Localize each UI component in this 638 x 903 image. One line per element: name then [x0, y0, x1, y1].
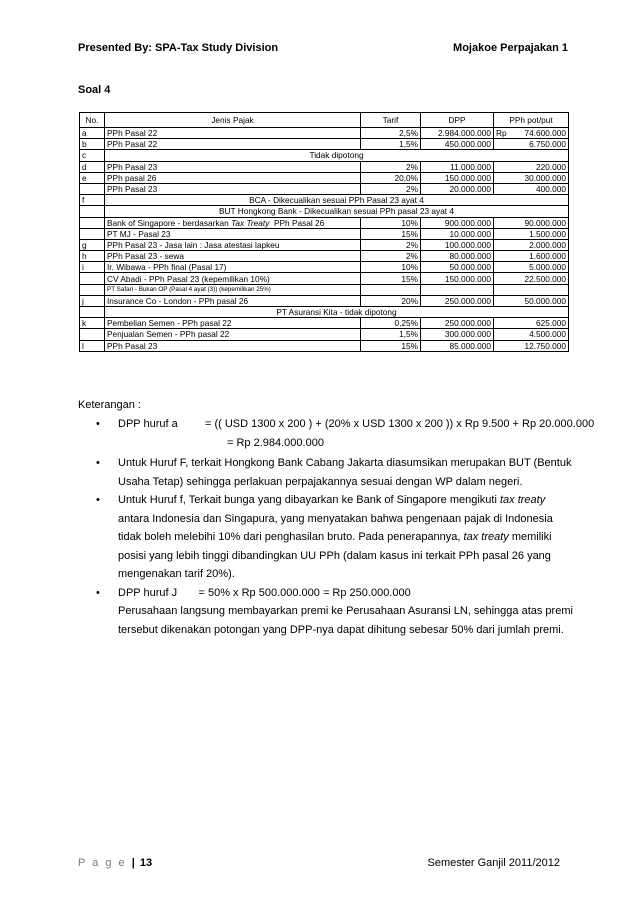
table-header-row	[80, 113, 569, 128]
row-pph: 220.000	[494, 161, 569, 172]
dpp-a-label: DPP huruf a	[118, 418, 178, 430]
row-jenis-pre: Bank of Singapore - berdasarkan	[107, 217, 232, 228]
note-f2	[96, 491, 576, 584]
row-pph: 4.500.000	[494, 329, 569, 340]
notes-list	[96, 415, 595, 639]
row-pph: 625.000	[494, 318, 569, 329]
row-no: c	[80, 150, 105, 161]
row-jenis-post: PPh Pasal 26	[269, 217, 325, 228]
row-tarif: 2,5%	[361, 128, 421, 139]
row-pph: 2.000.000	[494, 239, 569, 250]
table-row	[80, 217, 569, 228]
row-pph: 6.750.000	[494, 139, 569, 150]
row-dpp: 85.000.000	[421, 340, 494, 351]
table-row	[80, 295, 569, 306]
row-no: a	[80, 128, 105, 139]
column-header: Tarif	[361, 113, 421, 128]
row-no	[80, 273, 105, 284]
row-pph	[494, 284, 569, 295]
row-tarif: 0,25%	[361, 318, 421, 329]
table-row	[80, 340, 569, 351]
table-row	[80, 195, 569, 206]
note-f2-text-c: antara Indonesia dan Singapura, yang menyatakan bahwa pengenaan pajak di Indonesia tidak boleh melebihi 10% dari penghasilan bruto. Pada penerapannya,	[118, 512, 553, 543]
page-num: 13	[139, 857, 153, 869]
row-tarif: 15%	[361, 273, 421, 284]
column-header: No.	[80, 113, 105, 128]
bullet-icon: •	[96, 457, 100, 469]
row-pph: 12.750.000	[494, 340, 569, 351]
row-jenis: PPh Pasal 23 - sewa	[105, 251, 361, 262]
tax-table	[79, 112, 569, 352]
table-row	[80, 128, 569, 139]
row-no: i	[80, 262, 105, 273]
row-tarif: 10%	[361, 262, 421, 273]
row-jenis: PPh Pasal 22	[105, 128, 361, 139]
row-pph: 5.000.000	[494, 262, 569, 273]
table-row	[80, 318, 569, 329]
note-f2-text-a: Untuk Huruf f, Terkait bunga yang dibayarkan ke Bank of Singapore mengikuti	[118, 494, 500, 506]
table-row	[80, 172, 569, 183]
row-pph-value: 74.600.000	[524, 128, 566, 139]
bullet-icon: •	[96, 418, 100, 430]
table-row	[80, 228, 569, 239]
row-no	[80, 183, 105, 194]
note-dpp-a	[96, 415, 595, 452]
row-pph: 22.500.000	[494, 273, 569, 284]
dpp-a-result: = Rp 2.984.000.000	[227, 436, 324, 449]
row-dpp: 450.000.000	[421, 139, 494, 150]
row-no	[80, 206, 105, 217]
row-no: h	[80, 251, 105, 262]
row-dpp: 11.000.000	[421, 161, 494, 172]
row-jenis: PPh Pasal 23 - Jasa lain : Jasa atestasi lapkeu	[105, 239, 361, 250]
row-dpp: 150.000.000	[421, 273, 494, 284]
row-jenis: Penjualan Semen - PPh pasal 22	[105, 329, 361, 340]
row-tarif	[361, 284, 421, 295]
table-row	[80, 273, 569, 284]
header-left: Presented By: SPA-Tax Study Division	[78, 42, 279, 54]
row-dpp: 100.000.000	[421, 239, 494, 250]
row-dpp: 50.000.000	[421, 262, 494, 273]
column-header: DPP	[421, 113, 494, 128]
row-tarif: 2%	[361, 161, 421, 172]
row-dpp: 80.000.000	[421, 251, 494, 262]
row-jenis	[105, 217, 361, 228]
row-tarif: 2%	[361, 251, 421, 262]
row-dpp: 20.000.000	[421, 183, 494, 194]
row-jenis: PPh pasal 26	[105, 172, 361, 183]
row-jenis: PT MJ - Pasal 23	[105, 228, 361, 239]
row-dpp: 10.000.000	[421, 228, 494, 239]
row-no: b	[80, 139, 105, 150]
row-pph: 1.600.000	[494, 251, 569, 262]
row-no: f	[80, 195, 105, 206]
row-pph: 90.000.000	[494, 217, 569, 228]
note-f2-text-e: memiliki posisi yang lebih tinggi dibandingkan UU PPh (dalam kasus ini terkait PPh pasal 26 yang mengenakan tarif 20%).	[118, 531, 552, 580]
row-span-note: Tidak dipotong	[105, 150, 569, 161]
row-tarif: 2%	[361, 239, 421, 250]
row-tarif: 20%	[361, 295, 421, 306]
row-no	[80, 228, 105, 239]
row-tarif: 2%	[361, 183, 421, 194]
note-f2-text-d: tax treaty	[463, 531, 509, 543]
row-dpp: 300.000.000	[421, 329, 494, 340]
row-span-note: PT Asuransi Kita - tidak dipotong	[105, 307, 569, 318]
row-tarif: 15%	[361, 228, 421, 239]
table-row	[80, 239, 569, 250]
row-tarif: 1,5%	[361, 139, 421, 150]
row-dpp: 250.000.000	[421, 295, 494, 306]
table-row	[80, 251, 569, 262]
page-label: P a g e	[78, 857, 127, 869]
row-no	[80, 307, 105, 318]
dpp-a-formula: = (( USD 1300 x 200 ) + (20% x USD 1300 x 200 )) x Rp 9.500 + Rp 20.000.000	[205, 418, 595, 430]
row-no: d	[80, 161, 105, 172]
table-row	[80, 329, 569, 340]
row-jenis: PPh Pasal 23	[105, 183, 361, 194]
row-dpp: 150.000.000	[421, 172, 494, 183]
column-header: PPh pot/put	[494, 113, 569, 128]
row-no: k	[80, 318, 105, 329]
row-pph: 1.500.000	[494, 228, 569, 239]
row-jenis: Insurance Co - London - PPh pasal 26	[105, 295, 361, 306]
row-dpp: 2.984.000.000	[421, 128, 494, 139]
row-tarif: 15%	[361, 340, 421, 351]
table-row	[80, 284, 569, 295]
header-right: Mojakoe Perpajakan 1	[453, 42, 568, 54]
table-row	[80, 150, 569, 161]
row-pph-currency: Rp	[496, 128, 507, 139]
row-no: j	[80, 295, 105, 306]
row-dpp	[421, 284, 494, 295]
row-no	[80, 329, 105, 340]
row-dpp: 900.000.000	[421, 217, 494, 228]
row-pph: 50.000.000	[494, 295, 569, 306]
note-f1	[96, 454, 576, 491]
note-f1-text: Untuk Huruf F, terkait Hongkong Bank Cabang Jakarta diasumsikan merupakan BUT (Bentuk Usaha Tetap) sehingga perlakuan perpajakannya sesuai dengan WP dalam negeri.	[118, 457, 572, 488]
row-span-note: BUT Hongkong Bank - Dikecualikan sesuai PPh pasal 23 ayat 4	[105, 206, 569, 217]
row-no: l	[80, 340, 105, 351]
page-sep: |	[131, 857, 135, 869]
row-span-note: BCA - Dikecualikan sesuai PPh Pasal 23 ayat 4	[105, 195, 569, 206]
row-jenis: Ir. Wibawa - PPh final (Pasal 17)	[105, 262, 361, 273]
row-tarif: 20,0%	[361, 172, 421, 183]
row-jenis: PPh Pasal 23	[105, 161, 361, 172]
row-pph: 30.000.000	[494, 172, 569, 183]
row-dpp: 250.000.000	[421, 318, 494, 329]
row-no: e	[80, 172, 105, 183]
table-row	[80, 307, 569, 318]
row-jenis: PT Safari - Bukan OP (Pasal 4 ayat (3)) (kepemilikan 25%)	[105, 284, 361, 295]
row-jenis: Pembelian Semen - PPh pasal 22	[105, 318, 361, 329]
section-title: Soal 4	[78, 84, 111, 96]
note-j-text: Perusahaan langsung membayarkan premi ke Perusahaan Asuransi LN, sehingga atas premi tersebut dikenakan potongan yang DPP-nya dapat dihitung sebesar 50% dari jumlah premi.	[118, 605, 573, 636]
row-pph	[494, 128, 569, 139]
table-row	[80, 161, 569, 172]
semester-label: Semester Ganjil 2011/2012	[427, 857, 560, 869]
row-pph: 400.000	[494, 183, 569, 194]
row-jenis: PPh Pasal 23	[105, 340, 361, 351]
row-jenis: CV Abadi - PPh Pasal 23 (kepemilikan 10%)	[105, 273, 361, 284]
table-row	[80, 139, 569, 150]
bullet-icon: •	[96, 586, 100, 599]
row-no	[80, 284, 105, 295]
row-tarif: 1,5%	[361, 329, 421, 340]
note-j	[96, 584, 576, 640]
note-f2-text-b: tax treaty	[499, 494, 546, 506]
bullet-icon: •	[96, 494, 100, 506]
row-tarif: 10%	[361, 217, 421, 228]
row-jenis: PPh Pasal 22	[105, 139, 361, 150]
row-no	[80, 217, 105, 228]
row-no: g	[80, 239, 105, 250]
column-header: Jenis Pajak	[105, 113, 361, 128]
dpp-j: DPP huruf J = 50% x Rp 500.000.000 = Rp 250.000.000	[118, 586, 411, 599]
table-row	[80, 183, 569, 194]
table-row	[80, 206, 569, 217]
table-row	[80, 262, 569, 273]
page-number	[78, 857, 152, 869]
row-jenis-italic: Tax Treaty	[231, 217, 270, 228]
keterangan-title: Keterangan :	[78, 399, 141, 411]
